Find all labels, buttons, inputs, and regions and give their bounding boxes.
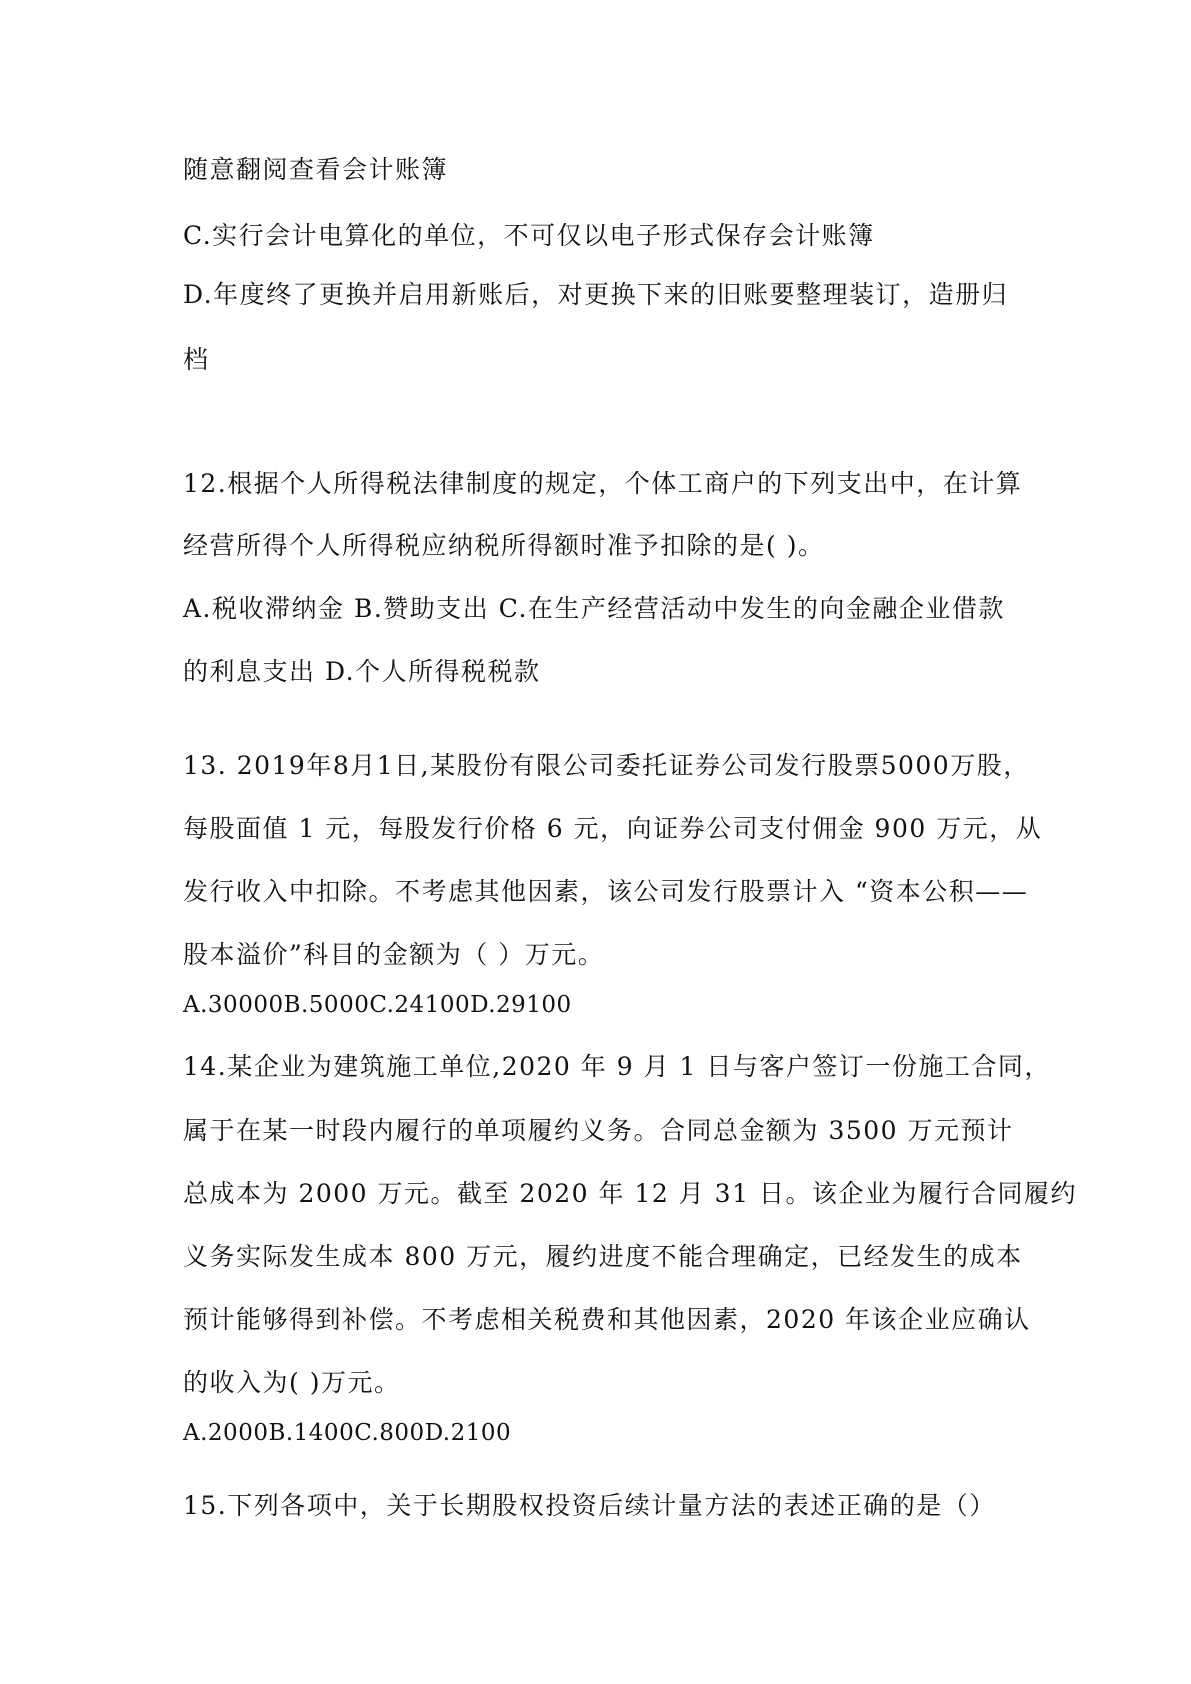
- text-line: 随意翻阅查看会计账簿: [183, 155, 449, 184]
- options-line: A.税收滞纳金 B.赞助支出 C.在生产经营活动中发生的向金融企业借款: [183, 594, 1005, 623]
- question-12-line: 12.根据个人所得税法律制度的规定，个体工商户的下列支出中，在计算: [183, 469, 1023, 498]
- question-13-line: 13. 2019年8月1日,某股份有限公司委托证券公司发行股票5000万股，: [183, 751, 1030, 780]
- text-line: D.年度终了更换并启用新账后，对更换下来的旧账要整理装订，造册归: [183, 280, 1009, 309]
- text-line: 总成本为 2000 万元。截至 2020 年 12 月 31 日。该企业为履行合同履约: [183, 1179, 1077, 1208]
- question-15-line: 15.下列各项中，关于长期股权投资后续计量方法的表述正确的是（）: [183, 1491, 996, 1520]
- text-line: 的收入为( )万元。: [183, 1368, 401, 1397]
- text-line: 每股面值 1 元，每股发行价格 6 元，向证券公司支付佣金 900 万元，从: [183, 814, 1043, 843]
- options-line: A.30000B.5000C.24100D.29100: [183, 992, 572, 1018]
- options-line: 的利息支出 D.个人所得税税款: [183, 657, 541, 686]
- text-line: C.实行会计电算化的单位，不可仅以电子形式保存会计账簿: [183, 221, 875, 250]
- text-line: 档: [183, 345, 210, 374]
- text-line: 发行收入中扣除。不考虑其他因素，该公司发行股票计入 “资本公积——: [183, 877, 1029, 906]
- text-line: 义务实际发生成本 800 万元，履约进度不能合理确定，已经发生的成本: [183, 1242, 1023, 1271]
- question-14-line: 14.某企业为建筑施工单位,2020 年 9 月 1 日与客户签订一份施工合同，: [183, 1052, 1051, 1081]
- options-line: A.2000B.1400C.800D.2100: [183, 1420, 512, 1446]
- text-line: 经营所得个人所得税应纳税所得额时准予扣除的是( )。: [183, 531, 825, 560]
- text-line: 属于在某一时段内履行的单项履约义务。合同总金额为 3500 万元预计: [183, 1116, 1014, 1145]
- text-line: 股本溢价”科目的金额为（ ）万元。: [183, 940, 605, 969]
- text-line: 预计能够得到补偿。不考虑相关税费和其他因素，2020 年该企业应确认: [183, 1305, 1031, 1334]
